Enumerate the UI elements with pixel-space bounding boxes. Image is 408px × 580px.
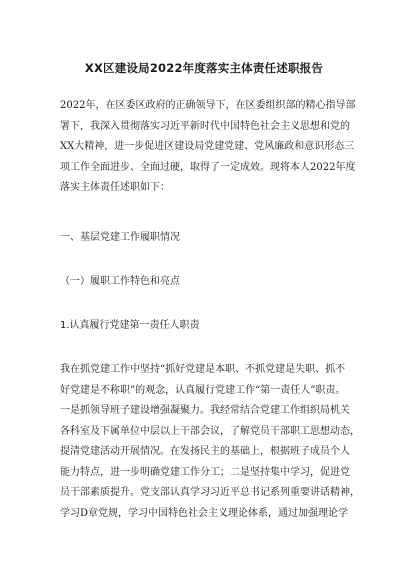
subsection-heading: （一）履职工作特色和亮点 [60, 276, 180, 287]
body-line: 提清党建活动开展情况。在发扬民主的基础上，根据班子成员个人 [60, 446, 350, 457]
section-heading: 一、基层党建工作履职情况 [60, 232, 180, 243]
intro-line: 2022年，在区委区政府的正确领导下，在区委组织部的精心指导部 [60, 100, 356, 111]
body-line: 我在抓党建工作中坚持“抓好党建是本职、不抓党建是失职、抓不 [60, 364, 346, 375]
document-title: XX区建设局2022年度落实主体责任述职报告 [84, 61, 324, 75]
item-heading: 1.认真履行党建第一责任人职责 [60, 320, 200, 331]
intro-paragraph [60, 96, 356, 199]
body-line: 好党建是不称职”的观念，认真履行党建工作“第一责任人”职责。 [60, 384, 346, 396]
body-paragraph [60, 360, 360, 524]
body-line: 员干部素质提升。党支部认真学习习近平总书记系列重要讲话精神， [60, 487, 360, 498]
body-line: 学习D章党规，学习中国特色社会主义理论体系，通过加强理论学 [60, 507, 349, 519]
intro-line: 项工作全面进步、全面过硬，取得了一定成效。现将本人2022年度 [60, 161, 356, 173]
intro-line: XX大精神，进一步促进区建设局党建党建、党风廉政和意识形态三 [60, 141, 355, 152]
body-line: 一是抓领导班子建设增强凝聚力。我经常结合党建工作组织局机关 [60, 405, 350, 416]
body-line: 能力特点，进一步明确党建工作分工；二是坚持集中学习，促进党 [60, 466, 350, 478]
body-line: 各科室及下属单位中层以上干部会议，了解党员干部职工思想动态， [60, 425, 360, 437]
intro-line: 落实主体责任述职如下： [60, 182, 170, 193]
intro-line: 署下，我深入贯彻落实习近平新时代中国特色社会主义思想和党的 [60, 120, 350, 132]
